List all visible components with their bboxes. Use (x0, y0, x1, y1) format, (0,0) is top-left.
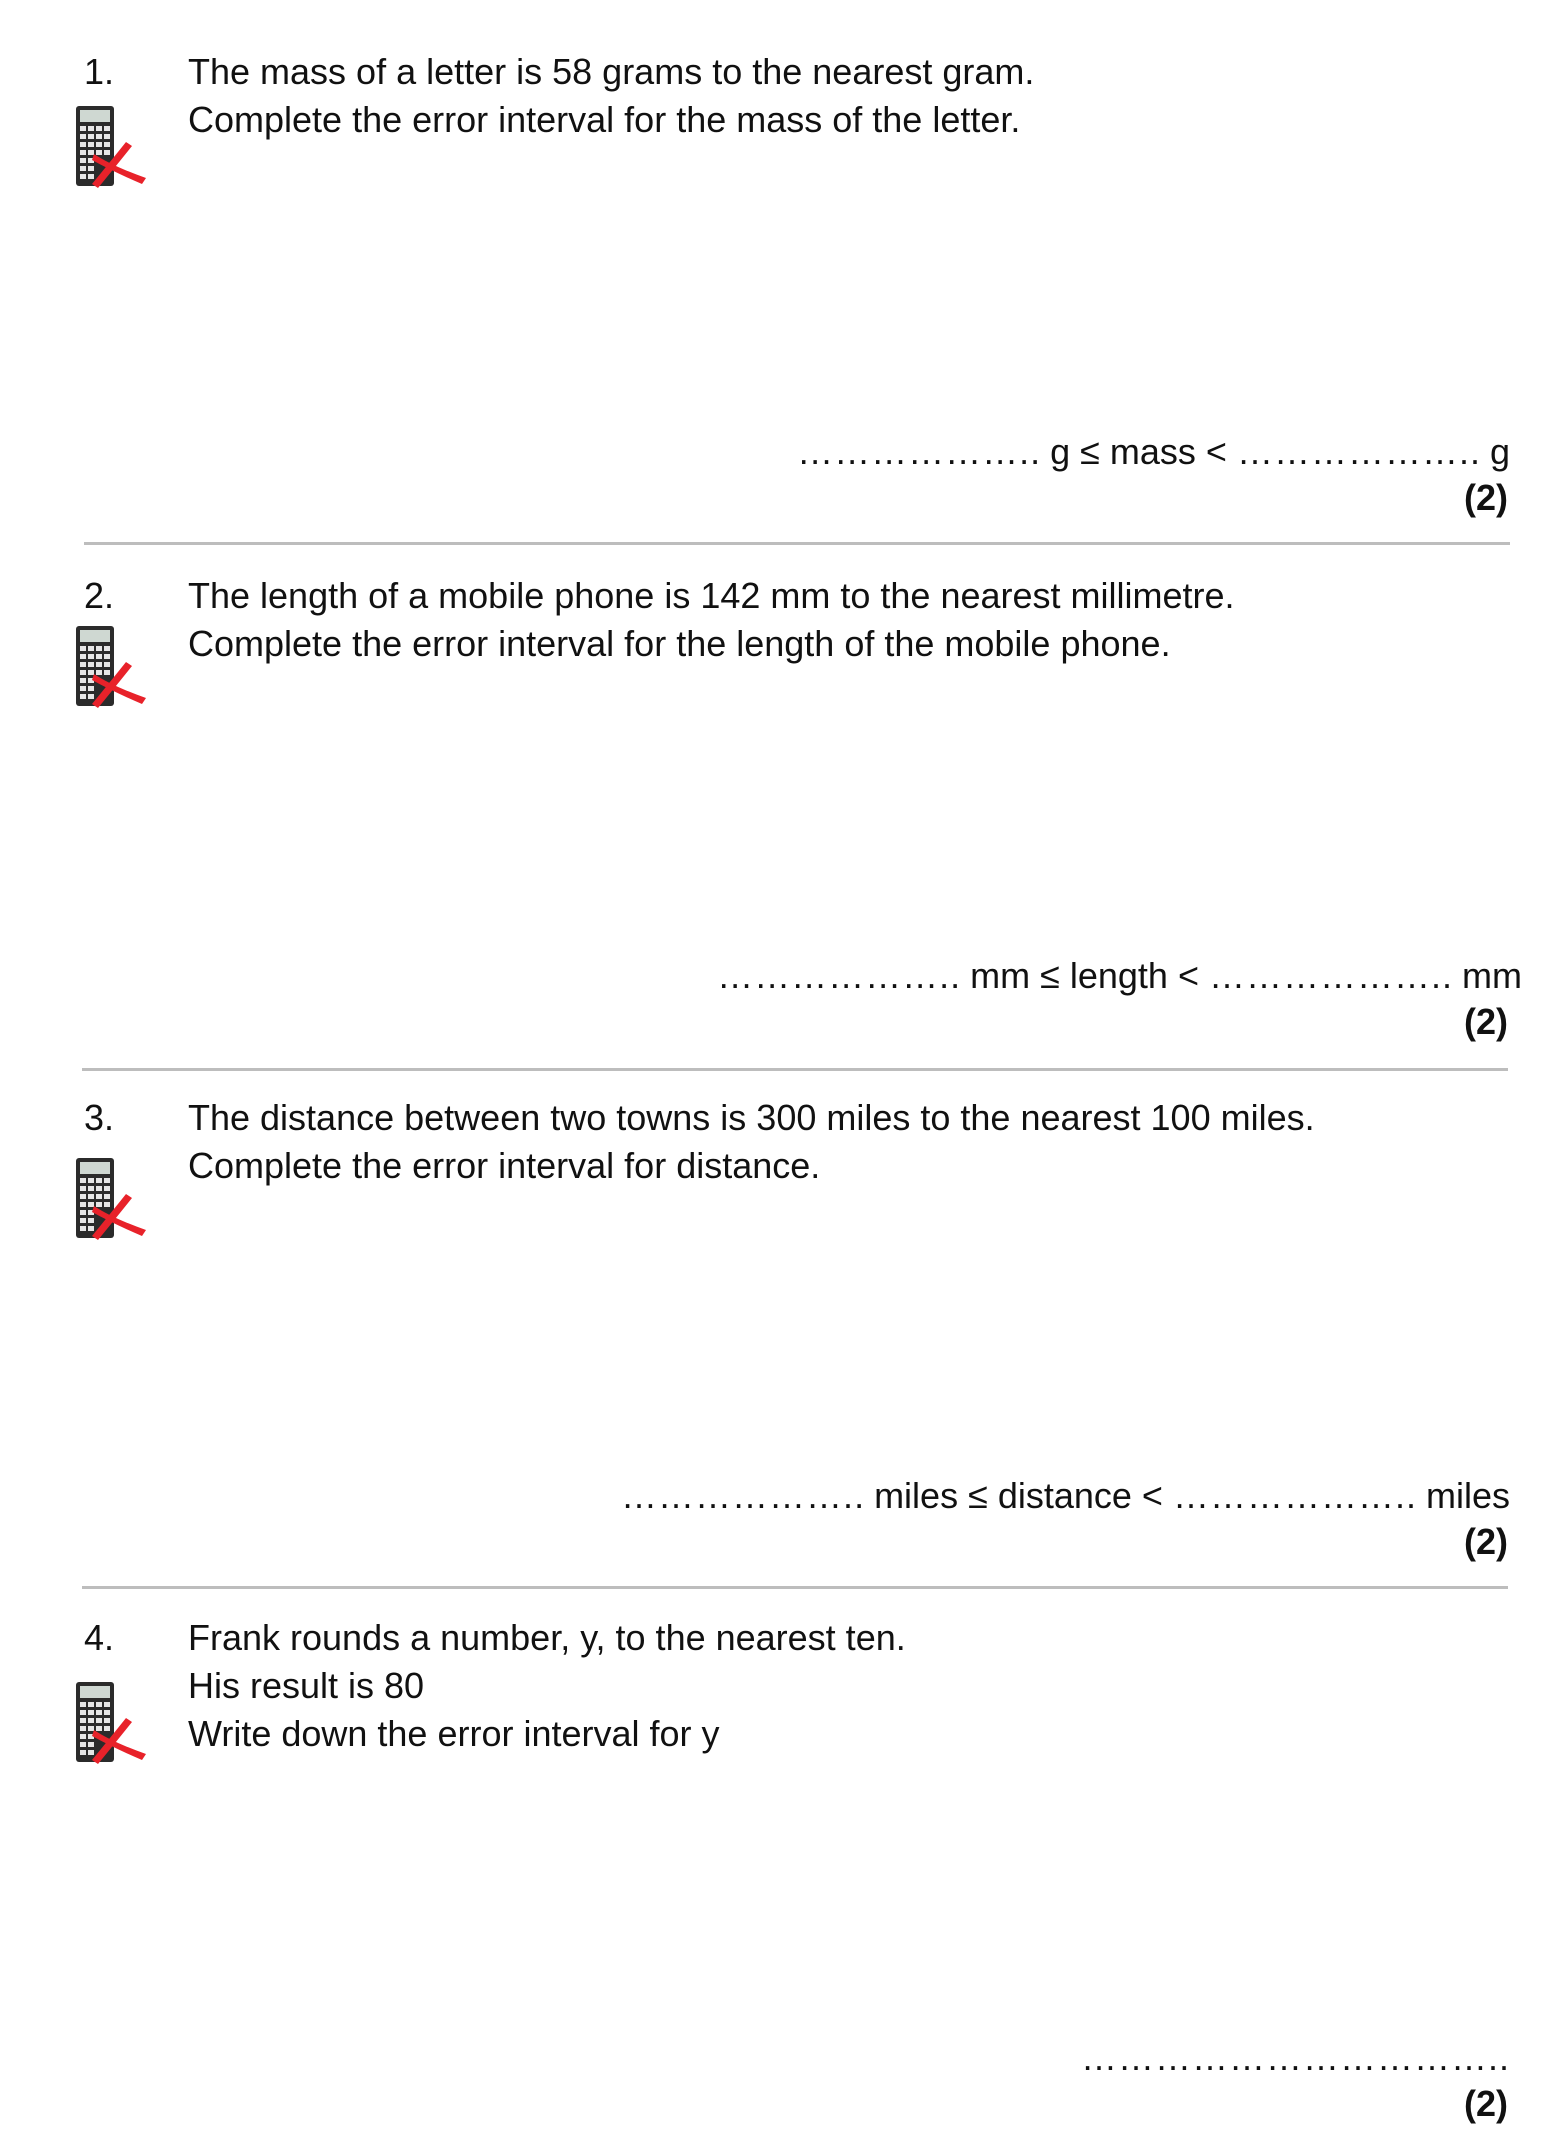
answer-blank[interactable]: …………………………….. (1080, 2037, 1510, 2078)
question-text (188, 1094, 1315, 1190)
question-line: Write down the error interval for y (188, 1713, 720, 1754)
marks-label: (2) (1464, 477, 1508, 518)
question-line: The length of a mobile phone is 142 mm to the nearest millimetre. (188, 575, 1235, 616)
answer-unit: . g (1469, 431, 1510, 472)
marks-label: (2) (1464, 1001, 1508, 1042)
answer-blank-lower[interactable]: ………………. (797, 431, 1031, 472)
answer-line (621, 1472, 1510, 1520)
divider (82, 1068, 1508, 1071)
question-line: The distance between two towns is 300 miles to the nearest 100 miles. (188, 1097, 1315, 1138)
no-calculator-icon (72, 104, 150, 190)
answer-line (1081, 2034, 1510, 2082)
answer-unit: . mm (1442, 955, 1522, 996)
question-line: The mass of a letter is 58 grams to the nearest gram. (188, 51, 1035, 92)
question-text (188, 1614, 906, 1758)
question-line: Complete the error interval for distance. (188, 1145, 821, 1186)
question-text (188, 48, 1034, 144)
answer-blank-upper[interactable]: ………………. (1172, 1475, 1406, 1516)
answer-label: . mm ≤ length < (950, 955, 1199, 996)
no-calculator-icon (72, 1680, 150, 1766)
no-calculator-icon (72, 1156, 150, 1242)
answer-blank-upper[interactable]: ………………. (1236, 431, 1470, 472)
question-line: Frank rounds a number, y, to the nearest ten. (188, 1617, 906, 1658)
divider (84, 542, 1510, 545)
answer-line (717, 952, 1522, 1000)
question-text (188, 572, 1235, 668)
question-number: 1. (84, 51, 115, 92)
question-line: His result is 80 (188, 1665, 425, 1706)
question-number: 3. (84, 1097, 115, 1138)
question-line: Complete the error interval for the length of the mobile phone. (188, 623, 1171, 664)
marks-label: (2) (1464, 2083, 1508, 2124)
answer-blank-lower[interactable]: ………………. (717, 955, 951, 996)
answer-blank-lower[interactable]: ………………. (621, 1475, 855, 1516)
question-number: 2. (84, 575, 115, 616)
answer-label: . miles ≤ distance < (854, 1475, 1163, 1516)
answer-line (797, 428, 1510, 476)
question-line: Complete the error interval for the mass of the letter. (188, 99, 1021, 140)
question-number: 4. (84, 1617, 115, 1658)
answer-label: . g ≤ mass < (1030, 431, 1227, 472)
marks-label: (2) (1464, 1521, 1508, 1562)
answer-unit: . miles (1405, 1475, 1510, 1516)
answer-blank-upper[interactable]: ………………. (1209, 955, 1443, 996)
no-calculator-icon (72, 624, 150, 710)
divider (82, 1586, 1508, 1589)
